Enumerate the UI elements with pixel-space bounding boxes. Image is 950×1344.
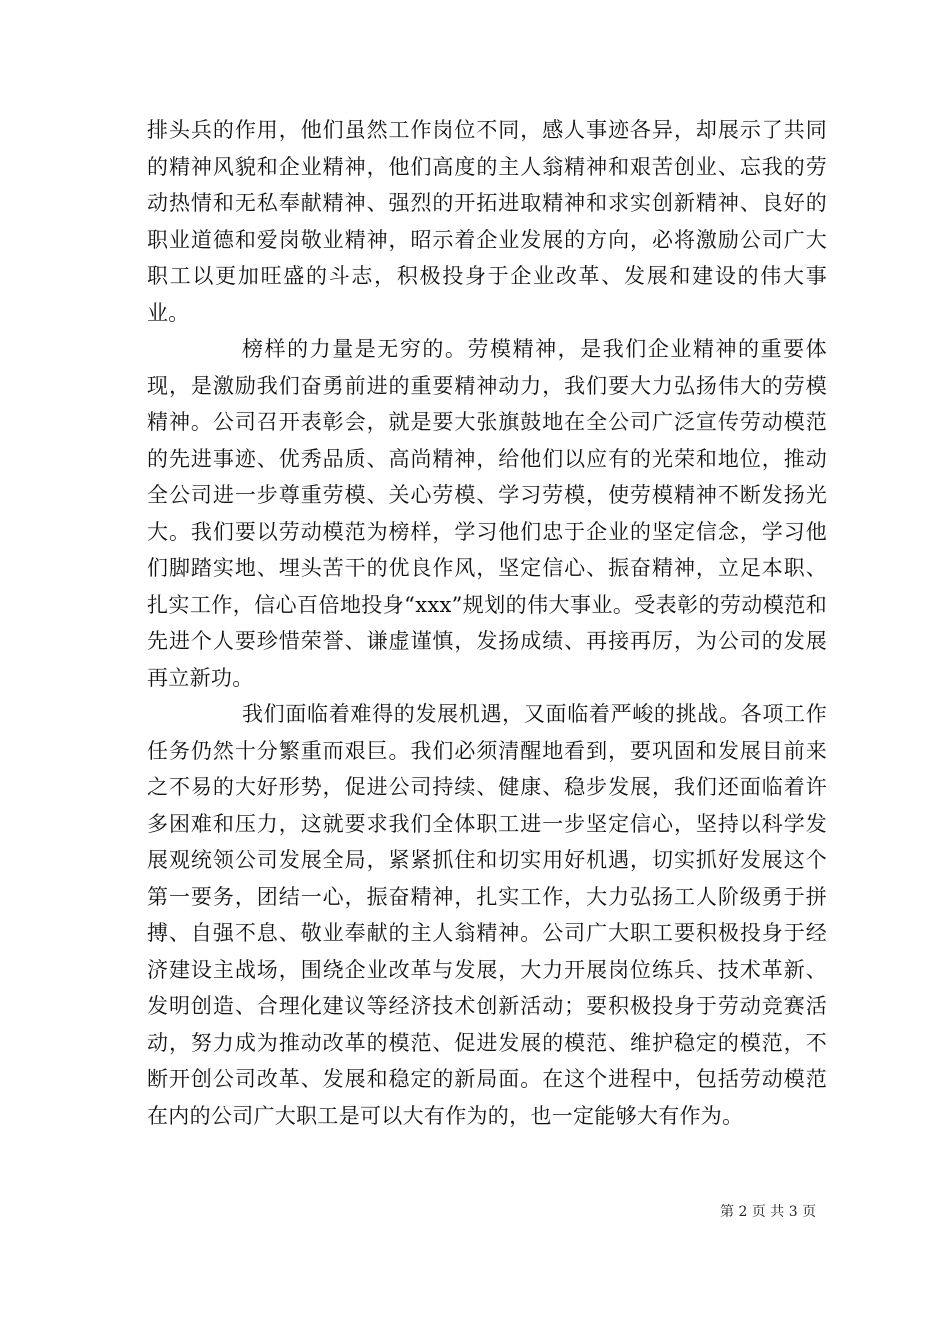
document-body: [147, 112, 827, 1134]
paragraph-2: 榜样的力量是无穷的。劳模精神，是我们企业精神的重要体现，是激励我们奋勇前进的重要精神动力，我们要大力弘扬伟大的劳模精神。公司召开表彰会，就是要大张旗鼓地在全公司广泛宣传劳动模范的先进事迹、优秀品质、高尚精神，给他们以应有的光荣和地位，推动全公司进一步尊重劳模、关心劳模、学习劳模，使劳模精神不断发扬光大。我们要以劳动模范为榜样，学习他们忠于企业的坚定信念，学习他们脚踏实地、埋头苦干的优良作风，坚定信心、振奋精神，立足本职、扎实工作，信心百倍地投身“xxx”规划的伟大事业。受表彰的劳动模范和先进个人要珍惜荣誉、谦虚谨慎，发扬成绩、再接再厉，为公司的发展再立新功。: [147, 337, 827, 690]
paragraph-1: 排头兵的作用，他们虽然工作岗位不同，感人事迹各异，却展示了共同的精神风貌和企业精神，他们高度的主人翁精神和艰苦创业、忘我的劳动热情和无私奉献精神、强烈的开拓进取精神和求实创新精神、良好的职业道德和爱岗敬业精神，昭示着企业发展的方向，必将激励公司广大职工以更加旺盛的斗志，积极投身于企业改革、发展和建设的伟大事业。: [147, 118, 827, 325]
page-number-footer: 第 2 页 共 3 页: [720, 1204, 817, 1220]
paragraph-3: 我们面临着难得的发展机遇，又面临着严峻的挑战。各项工作任务仍然十分繁重而艰巨。我们必须清醒地看到，要巩固和发展目前来之不易的大好形势，促进公司持续、健康、稳步发展，我们还面临着许多困难和压力，这就要求我们全体职工进一步坚定信心，坚持以科学发展观统领公司发展全局，紧紧抓住和切实用好机遇，切实抓好发展这个第一要务，团结一心，振奋精神，扎实工作，大力弘扬工人阶级勇于拼搏、自强不息、敬业奉献的主人翁精神。公司广大职工要积极投身于经济建设主战场，围绕企业改革与发展，大力开展岗位练兵、技术革新、发明创造、合理化建议等经济技术创新活动；要积极投身于劳动竞赛活动，努力成为推动改革的模范、促进发展的模范、维护稳定的模范，不断开创公司改革、发展和稳定的新局面。在这个进程中，包括劳动模范在内的公司广大职工是可以大有作为的，也一定能够大有作为。: [147, 702, 827, 1128]
